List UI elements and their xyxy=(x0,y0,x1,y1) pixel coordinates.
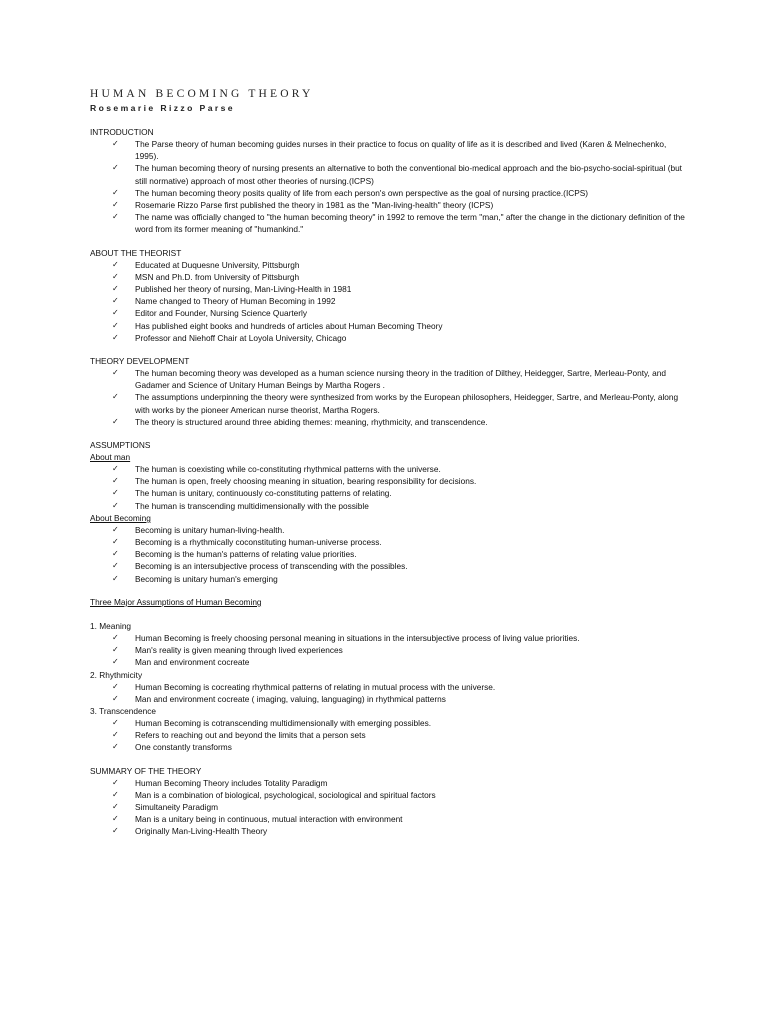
section-about-theorist xyxy=(90,247,690,344)
check-icon: ✓ xyxy=(112,259,119,269)
list-item: ✓ The human becoming theory of nursing presents an alternative to both the conventional bio-medical approach and the bio-psycho-social-spiritual (but still normative) approach of most other theories of nursing.(ICPS) xyxy=(112,163,682,186)
check-icon: ✓ xyxy=(112,742,119,752)
list-item: ✓ Human Becoming is cotranscending multidimensionally with emerging possibles. xyxy=(112,717,432,728)
bullet-list xyxy=(90,259,690,344)
check-icon: ✓ xyxy=(112,476,119,486)
section-heading: INTRODUCTION xyxy=(90,127,154,137)
check-icon: ✓ xyxy=(112,681,119,691)
check-icon: ✓ xyxy=(112,549,119,559)
list-item: ✓ The human is coexisting while co-constituting rhythmical patterns with the universe. xyxy=(112,464,441,475)
section-heading: ASSUMPTIONS xyxy=(90,440,151,451)
check-icon: ✓ xyxy=(112,730,119,740)
list-item: ✓ Becoming is an intersubjective process of transcending with the possibles. xyxy=(112,561,408,572)
list-item: ✓ The human is unitary, continuously co-constituting patterns of relating. xyxy=(112,488,392,499)
group-heading-transcendence: 3. Transcendence xyxy=(90,705,156,716)
document-body xyxy=(90,126,690,849)
check-icon: ✓ xyxy=(112,139,119,148)
check-icon: ✓ xyxy=(112,777,119,787)
check-icon: ✓ xyxy=(112,320,119,330)
list-item: ✓ MSN and Ph.D. from University of Pittsburgh xyxy=(112,271,300,282)
list-item: ✓ Man is a combination of biological, psychological, sociological and spiritual factors xyxy=(112,789,436,800)
check-icon: ✓ xyxy=(112,163,119,173)
check-icon: ✓ xyxy=(112,657,119,667)
list-item: ✓ The human is open, freely choosing meaning in situation, bearing responsibility for decisions. xyxy=(112,476,477,487)
list-item: ✓ Rosemarie Rizzo Parse first published the theory in 1981 as the "Man-living-health" theory (ICPS) xyxy=(112,200,494,211)
list-item: ✓ Name changed to Theory of Human Becoming in 1992 xyxy=(112,296,336,307)
list-item: ✓ Man's reality is given meaning through lived experiences xyxy=(112,645,343,656)
list-item: ✓ One constantly transforms xyxy=(112,742,232,753)
document-author: Rosemarie Rizzo Parse xyxy=(90,103,235,113)
list-item: ✓ Becoming is the human's patterns of relating value priorities. xyxy=(112,549,357,560)
sub-heading-about-man: About man xyxy=(90,452,131,463)
check-icon: ✓ xyxy=(112,464,119,474)
list-item: ✓ The human becoming theory posits quality of life from each person's own perspective as the goal of nursing practice.(ICPS) xyxy=(112,187,589,198)
section-heading: THEORY DEVELOPMENT xyxy=(90,356,190,367)
check-icon: ✓ xyxy=(112,826,119,836)
bullet-list xyxy=(90,717,690,754)
list-item: ✓ The assumptions underpinning the theory were synthesized from works by the European philosophers, Heidegger, Sartre, and Merleau-Ponty, along with works by the pioneer American nurse theorist, Martha Rogers. xyxy=(112,392,679,415)
list-item: ✓ Human Becoming Theory includes Totality Paradigm xyxy=(112,777,328,788)
check-icon: ✓ xyxy=(112,212,119,222)
check-icon: ✓ xyxy=(112,332,119,342)
group-heading-meaning: 1. Meaning xyxy=(90,620,132,631)
list-item: ✓ The theory is structured around three abiding themes: meaning, rhythmicity, and transcendence. xyxy=(112,416,488,427)
check-icon: ✓ xyxy=(112,488,119,498)
list-item: ✓ Professor and Niehoff Chair at Loyola University, Chicago xyxy=(112,332,347,343)
list-item: ✓ Human Becoming is cocreating rhythmical patterns of relating in mutual process with the universe. xyxy=(112,681,496,692)
check-icon: ✓ xyxy=(112,284,119,294)
check-icon: ✓ xyxy=(112,296,119,306)
check-icon: ✓ xyxy=(112,392,119,402)
list-item: ✓ Has published eight books and hundreds of articles about Human Becoming Theory xyxy=(112,320,443,331)
bullet-list xyxy=(90,524,690,585)
check-icon: ✓ xyxy=(112,416,119,426)
check-icon: ✓ xyxy=(112,524,119,534)
check-icon: ✓ xyxy=(112,645,119,655)
check-icon: ✓ xyxy=(112,271,119,281)
list-item: ✓ The human is transcending multidimensionally with the possible xyxy=(112,500,369,511)
check-icon: ✓ xyxy=(112,187,119,197)
list-item: ✓ Becoming is a rhythmically coconstituting human-universe process. xyxy=(112,537,382,548)
section-assumptions xyxy=(90,439,690,585)
list-item: ✓ Simultaneity Paradigm xyxy=(112,801,219,812)
group-heading-rhythmicity: 2. Rhythmicity xyxy=(90,669,143,680)
list-item: ✓ Becoming is unitary human-living-health. xyxy=(112,524,285,535)
bullet-list xyxy=(90,138,690,236)
section-theory-development xyxy=(90,355,690,428)
section-heading: SUMMARY OF THE THEORY xyxy=(90,765,202,776)
check-icon: ✓ xyxy=(112,561,119,571)
list-item: ✓ The human becoming theory was developed as a human science nursing theory in the tradition of Dilthey, Heidegger, Sartre, Merleau-Ponty, and Gadamer and Science of Unitary Human Beings by Martha Rogers . xyxy=(112,368,666,391)
section-introduction xyxy=(90,126,690,236)
check-icon: ✓ xyxy=(112,693,119,703)
check-icon: ✓ xyxy=(112,789,119,799)
list-item: ✓ Human Becoming is freely choosing personal meaning in situations in the intersubjective process of living value priorities. xyxy=(112,632,580,643)
list-item: ✓ The Parse theory of human becoming guides nurses in their practice to focus on quality of life as it is described and lived (Karen & Melnechenko, 1995). xyxy=(112,139,667,162)
bullet-list xyxy=(90,681,690,705)
bullet-list xyxy=(90,463,690,512)
list-item: ✓ Becoming is unitary human's emerging xyxy=(112,573,278,584)
check-icon: ✓ xyxy=(112,308,119,318)
check-icon: ✓ xyxy=(112,537,119,547)
list-item: ✓ Educated at Duquesne University, Pittsburgh xyxy=(112,259,300,270)
check-icon: ✓ xyxy=(112,200,119,210)
sub-heading-about-becoming: About Becoming xyxy=(90,512,151,523)
major-assumptions-heading: Three Major Assumptions of Human Becoming xyxy=(90,596,262,607)
list-item: ✓ Man and environment cocreate ( imaging, valuing, languaging) in rhythmical patterns xyxy=(112,693,446,704)
check-icon: ✓ xyxy=(112,573,119,583)
check-icon: ✓ xyxy=(112,717,119,727)
check-icon: ✓ xyxy=(112,500,119,510)
list-item: ✓ Published her theory of nursing, Man-Living-Health in 1981 xyxy=(112,284,352,295)
list-item: ✓ Man and environment cocreate xyxy=(112,657,250,668)
bullet-list xyxy=(90,632,690,669)
section-major-assumptions xyxy=(90,596,690,754)
list-item: ✓ Man is a unitary being in continuous, mutual interaction with environment xyxy=(112,814,403,825)
check-icon: ✓ xyxy=(112,814,119,824)
check-icon: ✓ xyxy=(112,632,119,642)
check-icon: ✓ xyxy=(112,801,119,811)
list-item: ✓ Originally Man-Living-Health Theory xyxy=(112,826,268,837)
document-title: HUMAN BECOMING THEORY xyxy=(90,88,314,100)
check-icon: ✓ xyxy=(112,368,119,378)
section-summary xyxy=(90,765,690,838)
list-item: ✓ Refers to reaching out and beyond the limits that a person sets xyxy=(112,730,366,741)
list-item: ✓ The name was officially changed to "the human becoming theory" in 1992 to remove the term "man," after the change in the dictionary definition of the word from its former meaning of "humankind." xyxy=(112,212,685,235)
bullet-list xyxy=(90,367,690,428)
list-item: ✓ Editor and Founder, Nursing Science Quarterly xyxy=(112,308,308,319)
section-heading: ABOUT THE THEORIST xyxy=(90,247,182,258)
bullet-list xyxy=(90,777,690,838)
